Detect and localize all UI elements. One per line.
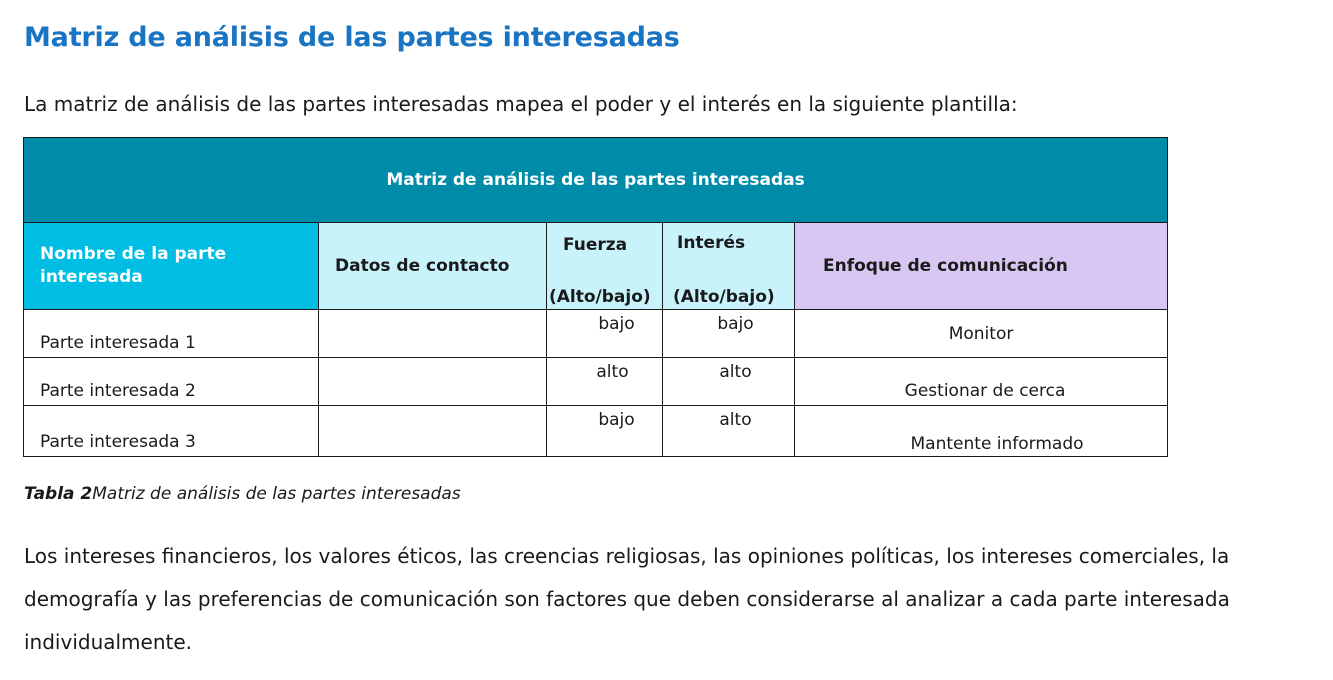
table-row [24, 310, 1168, 358]
table-row [24, 406, 1168, 457]
body-paragraph: Los intereses financieros, los valores éticos, las creencias religiosas, las opiniones políticas, los intereses comerciales, la demografía y las preferencias de comunicación son factores que deben considerarse al analizar a cada parte interesada individualmente. [24, 544, 1230, 654]
interest-value: alto [663, 406, 795, 457]
header-communication-approach: Enfoque de comunicación [795, 223, 1168, 310]
communication-approach: Monitor [795, 310, 1168, 358]
power-value: bajo [547, 310, 663, 358]
header-contact-data: Datos de contacto [319, 223, 547, 310]
contact-cell [319, 406, 547, 457]
table-row [24, 358, 1168, 406]
contact-cell [319, 358, 547, 406]
power-value: alto [547, 358, 663, 406]
interest-value: bajo [663, 310, 795, 358]
contact-cell [319, 310, 547, 358]
communication-approach: Mantente informado [795, 406, 1168, 457]
header-interest-label: Interés [677, 233, 746, 253]
stakeholder-name: Parte interesada 1 [24, 310, 319, 358]
power-value: bajo [547, 406, 663, 457]
table-caption [24, 484, 461, 504]
header-interest-scale: (Alto/bajo) [673, 287, 775, 307]
header-power-scale: (Alto/bajo) [549, 287, 651, 307]
intro-text: La matriz de análisis de las partes interesadas mapea el poder y el interés en la siguiente plantilla: [24, 92, 1018, 116]
caption-label: Tabla 2 [24, 484, 93, 504]
communication-approach: Gestionar de cerca [795, 358, 1168, 406]
stakeholder-name: Parte interesada 2 [24, 358, 319, 406]
interest-value: alto [663, 358, 795, 406]
caption-text: Matriz de análisis de las partes interesadas [92, 484, 461, 504]
stakeholder-name: Parte interesada 3 [24, 406, 319, 457]
header-power [547, 223, 663, 310]
stakeholder-matrix-table [23, 137, 1168, 457]
header-power-label: Fuerza [563, 235, 628, 255]
header-stakeholder-name: Nombre de la parte interesada [24, 223, 319, 310]
table-title: Matriz de análisis de las partes interesadas [24, 138, 1168, 223]
header-interest [663, 223, 795, 310]
page-title: Matriz de análisis de las partes interesadas [24, 22, 680, 53]
